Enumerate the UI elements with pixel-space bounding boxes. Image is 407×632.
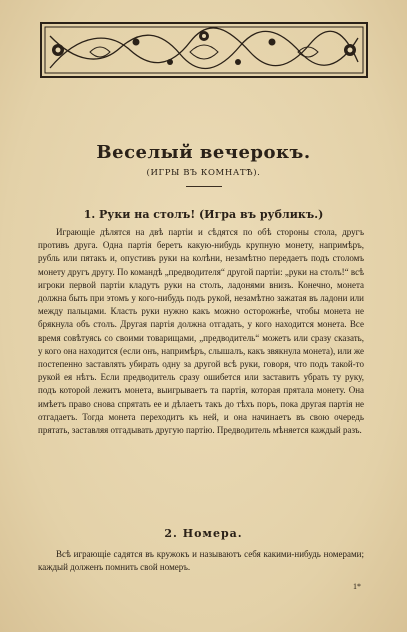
section-heading-1: 1. Руки на столъ! (Игра въ рубликъ.) bbox=[83, 208, 324, 221]
page-number: 1* bbox=[353, 582, 361, 591]
section-heading-2: 2. Номера. bbox=[164, 527, 243, 540]
section-paragraph-2: Всѣ играющіе садятся въ кружокъ и называютъ себя какими-нибудь номерами; каждый долженъ помнить свой номеръ. bbox=[38, 549, 364, 573]
floral-ornament-header bbox=[40, 22, 368, 78]
page-title: Веселый вечерокъ. bbox=[96, 142, 311, 163]
page-subtitle: (ИГРЫ ВЪ КОМНАТѢ). bbox=[146, 168, 261, 178]
section-paragraph-1: Играющіе дѣлятся на двѣ партіи и сѣдятся по обѣ стороны стола, другъ противъ друга. Одна партія беретъ какую-нибудь крупную монету, напримѣръ, рубль или пятакъ и, опустивъ руки на колѣни, незамѣтно передаетъ подъ столомъ монету другъ другу. По командѣ „предводителя“ другой партіи: „руки на столъ!“ всѣ игроки первой партіи кладутъ руки на столъ, ладонями внизъ. Конечно, монета должна быть при этомъ у кого-нибудь подъ рукой, незамѣтно зажатая въ ладони или между пальцами. Класть руки нужно какъ можно осторожнѣе, чтобы монета не брякнула объ столъ. Другая партія должна отгадать, у кого находится монета. Все время совѣтуясь со своими товарищами, „предводитель“ можетъ или сразу сказать, у кого она находится (если онъ, напримѣръ, слышалъ, какъ звякнула монета), или же постепенно заставлять убирать одну за другой всѣ руки, говоря, что подъ такой-то рукой ея нѣтъ. Если предводитель сразу ошибется или заставитъ убрать ту руку, подъ которой лежитъ монета, выигрываетъ та партія, которая прятала монету. Она имѣетъ право снова спрятать ее и дѣлаетъ такъ до тѣхъ поръ, пока другая партія не отгадаетъ. Тогда монета переходитъ къ ней, и она начинаетъ въ свою очередь прятать, заставляя отгадывать другую партію. Предводитель мѣняется каждый разъ. bbox=[38, 227, 364, 436]
title-divider bbox=[186, 186, 222, 187]
